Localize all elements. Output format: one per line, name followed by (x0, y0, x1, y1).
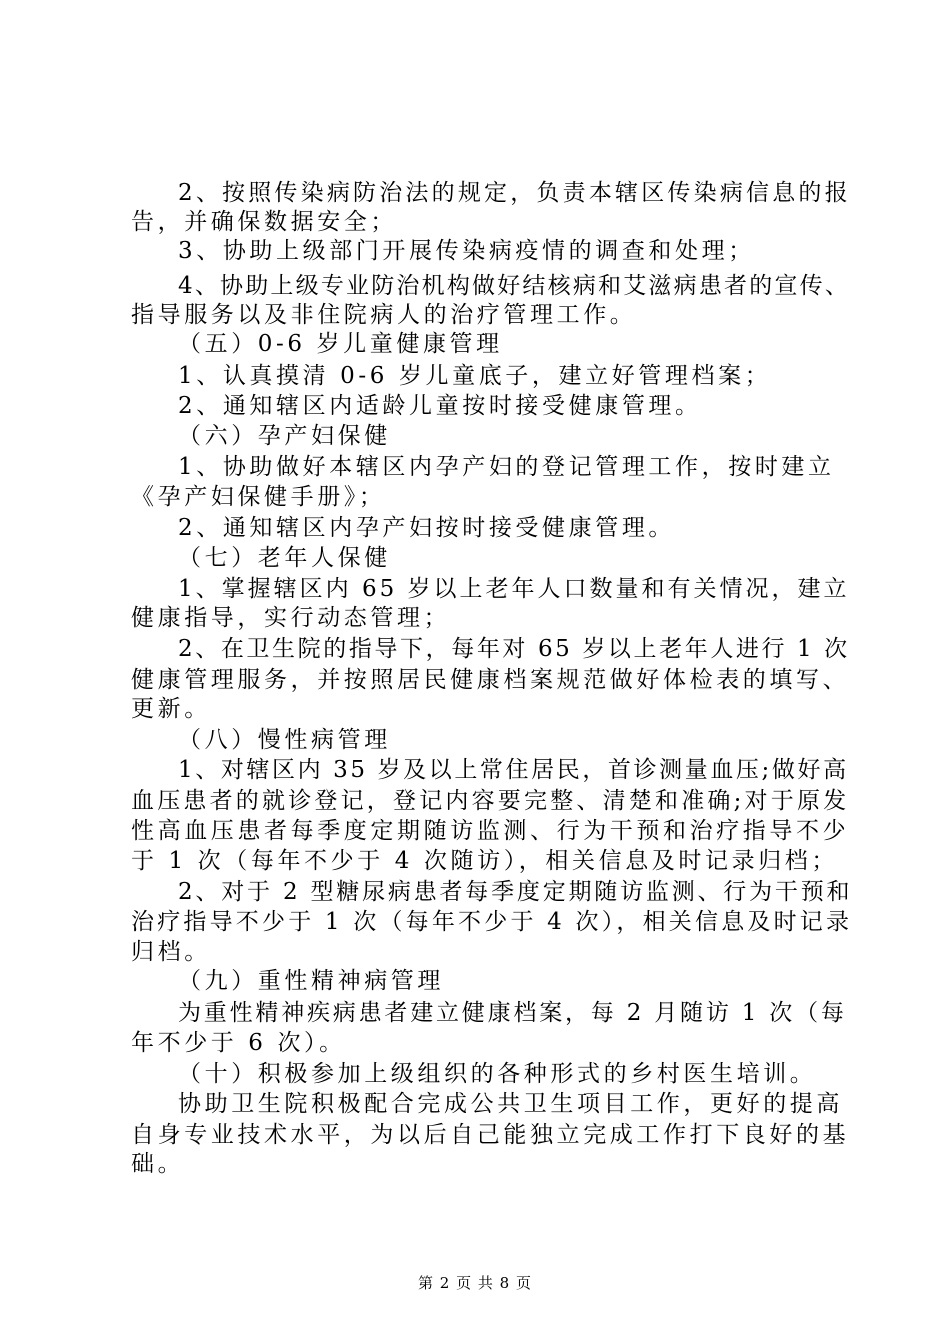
paragraph-line: 2、在卫生院的指导下，每年对 65 岁以上老年人进行 1 次 (178, 636, 850, 662)
paragraph-line: 治疗指导不少于 1 次（每年不少于 4 次），相关信息及时记录 (131, 909, 853, 935)
paragraph-line: 为重性精神疾病患者建立健康档案，每 2 月随访 1 次（每 (178, 1000, 847, 1026)
paragraph-line: 告，并确保数据安全； (131, 209, 397, 235)
paragraph-line: 础。 (131, 1151, 185, 1177)
paragraph-line: 2、按照传染病防治法的规定，负责本辖区传染病信息的报 (178, 180, 851, 206)
paragraph-line: 3、协助上级部门开展传染病疫情的调查和处理； (178, 238, 755, 264)
paragraph-line: 《孕产妇保健手册》； (131, 484, 386, 510)
section-heading: （五）0-6 岁儿童健康管理 (178, 331, 503, 357)
paragraph-line: 4、协助上级专业防治机构做好结核病和艾滋病患者的宣传、 (178, 273, 851, 299)
paragraph-line: 1、掌握辖区内 65 岁以上老年人口数量和有关情况，建立 (178, 576, 850, 602)
paragraph-line: 健康指导，实行动态管理； (131, 605, 451, 631)
section-heading: （九）重性精神病管理 (178, 968, 444, 994)
paragraph-line: 归档。 (131, 939, 211, 965)
paragraph-line: 性高血压患者每季度定期随访监测、行为干预和治疗指导不少 (131, 818, 850, 844)
paragraph-line: 1、协助做好本辖区内孕产妇的登记管理工作，按时建立 (178, 454, 835, 480)
paragraph-line: 1、认真摸清 0-6 岁儿童底子，建立好管理档案； (178, 363, 772, 389)
paragraph-line: 于 1 次（每年不少于 4 次随访），相关信息及时记录归档； (131, 848, 839, 874)
page-number-footer: 第 2 页 共 8 页 (418, 1274, 532, 1292)
section-heading: （十）积极参加上级组织的各种形式的乡村医生培训。 (178, 1061, 817, 1087)
paragraph-line: 更新。 (131, 696, 211, 722)
paragraph-line: 1、对辖区内 35 岁及以上常住居民，首诊测量血压;做好高 (178, 757, 849, 783)
paragraph-line: 年不少于 6 次）。 (131, 1030, 346, 1056)
section-heading: （八）慢性病管理 (178, 727, 391, 753)
section-heading: （六）孕产妇保健 (178, 423, 391, 449)
paragraph-line: 血压患者的就诊登记，登记内容要完整、清楚和准确;对于原发 (131, 788, 850, 814)
paragraph-line: 2、通知辖区内适龄儿童按时接受健康管理。 (178, 393, 702, 419)
paragraph-line: 健康管理服务，并按照居民健康档案规范做好体检表的填写、 (131, 667, 850, 693)
section-heading: （七）老年人保健 (178, 545, 391, 571)
paragraph-line: 2、通知辖区内孕产妇按时接受健康管理。 (178, 515, 676, 541)
paragraph-line: 2、对于 2 型糖尿病患者每季度定期随访监测、行为干预和 (178, 879, 853, 905)
paragraph-line: 协助卫生院积极配合完成公共卫生项目工作，更好的提高 (178, 1091, 843, 1117)
paragraph-line: 自身专业技术水平，为以后自己能独立完成工作打下良好的基 (131, 1122, 850, 1148)
paragraph-line: 指导服务以及非住院病人的治疗管理工作。 (131, 302, 637, 328)
